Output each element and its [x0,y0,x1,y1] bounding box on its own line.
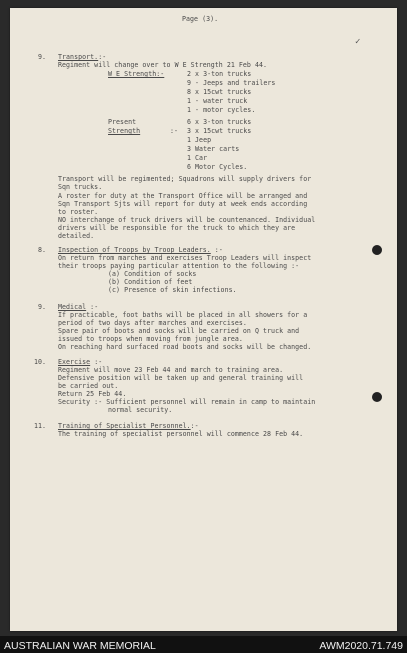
page-header: Page (3). [182,15,219,23]
section-number: 8. [38,246,47,254]
list-item: 3 x 15cwt trucks [187,127,252,135]
punch-hole [372,392,382,402]
section-heading: Transport.:- [58,53,107,61]
section-heading: Medical :- [58,303,99,311]
paragraph-line: Sqn trucks. [58,183,103,191]
subheading-present: Present [108,118,137,126]
section-number: 9. [38,53,47,61]
list-item: 2 x 3-ton trucks [187,70,252,78]
paragraph-line: A roster for duty at the Transport Office will be arranged and [58,192,308,200]
paragraph-line: Transport will be regimented; Squadrons will supply drivers for [58,175,312,183]
paragraph-line: The training of specialist personnel will commence 28 Feb 44. [58,430,304,438]
paragraph-line: Security :- Sufficient personnel will remain in camp to maintain [58,398,316,406]
list-item: (c) Presence of skin infections. [108,286,237,294]
paragraph-line: drivers will be responsible for the truck to which they are [58,224,296,232]
list-item: 1 - motor cycles. [187,106,256,114]
list-item: 1 Jeep [187,136,212,144]
paragraph-line: Spare pair of boots and socks will be carried on Q truck and [58,327,300,335]
list-item: 8 x 15cwt trucks [187,88,252,96]
paragraph-line: normal security. [108,406,173,414]
paragraph-line: NO interchange of truck drivers will be countenanced. Individual [58,216,316,224]
subheading-strength: Strength [108,127,141,135]
paragraph-line: period of two days after marches and exercises. [58,319,247,327]
paragraph-line: Return 25 Feb 44. [58,390,127,398]
section-number: 9. [38,303,47,311]
document-page [10,8,397,631]
check-mark: ✓ [355,37,361,47]
archive-footer [0,636,407,653]
list-item: (b) Condition of feet [108,278,193,286]
section-heading: Exercise :- [58,358,103,366]
paragraph-line: On return from marches and exercises Troop Leaders will inspect [58,254,312,262]
paragraph-line: be carried out. [58,382,119,390]
paragraph-line: detailed. [58,232,95,240]
list-item: 3 Water carts [187,145,240,153]
paragraph-line: their troops paying particular attention to the following :- [58,262,300,270]
list-item: 9 - Jeeps and trailers [187,79,276,87]
list-item: (a) Condition of socks [108,270,197,278]
section-heading: Inspection of Troops by Troop Leaders. :- [58,246,223,254]
subheading-we-strength: W E Strength:- [108,70,165,78]
list-item: 6 Motor Cycles. [187,163,248,171]
paragraph-line: If practicable, foot baths will be placed in all showers for a [58,311,308,319]
section-number: 11. [34,422,47,430]
section-number: 10. [34,358,47,366]
list-item: 1 - water truck [187,97,248,105]
punch-hole [372,245,382,255]
paragraph-line: Regiment will move 23 Feb 44 and march to training area. [58,366,284,374]
footer-reference: AWM2020.71.749 [319,640,403,652]
footer-source: AUSTRALIAN WAR MEMORIAL [4,640,156,652]
paragraph-line: Defensive position will be taken up and general training will [58,374,304,382]
paragraph-line: issued to troops when moving from jungle area. [58,335,243,343]
section-heading: Training of Specialist Personnel.:- [58,422,199,430]
paragraph-line: to roster. [58,208,99,216]
list-item: 6 x 3-ton trucks [187,118,252,126]
paragraph-line: Sqn Transport Sjts will report for duty at week ends according [58,200,308,208]
strength-colon: :- [170,127,179,135]
list-item: 1 Car [187,154,208,162]
paragraph-line: Regiment will change over to W E Strength 21 Feb 44. [58,61,268,69]
paragraph-line: On reaching hard surfaced road boots and socks will be changed. [58,343,312,351]
